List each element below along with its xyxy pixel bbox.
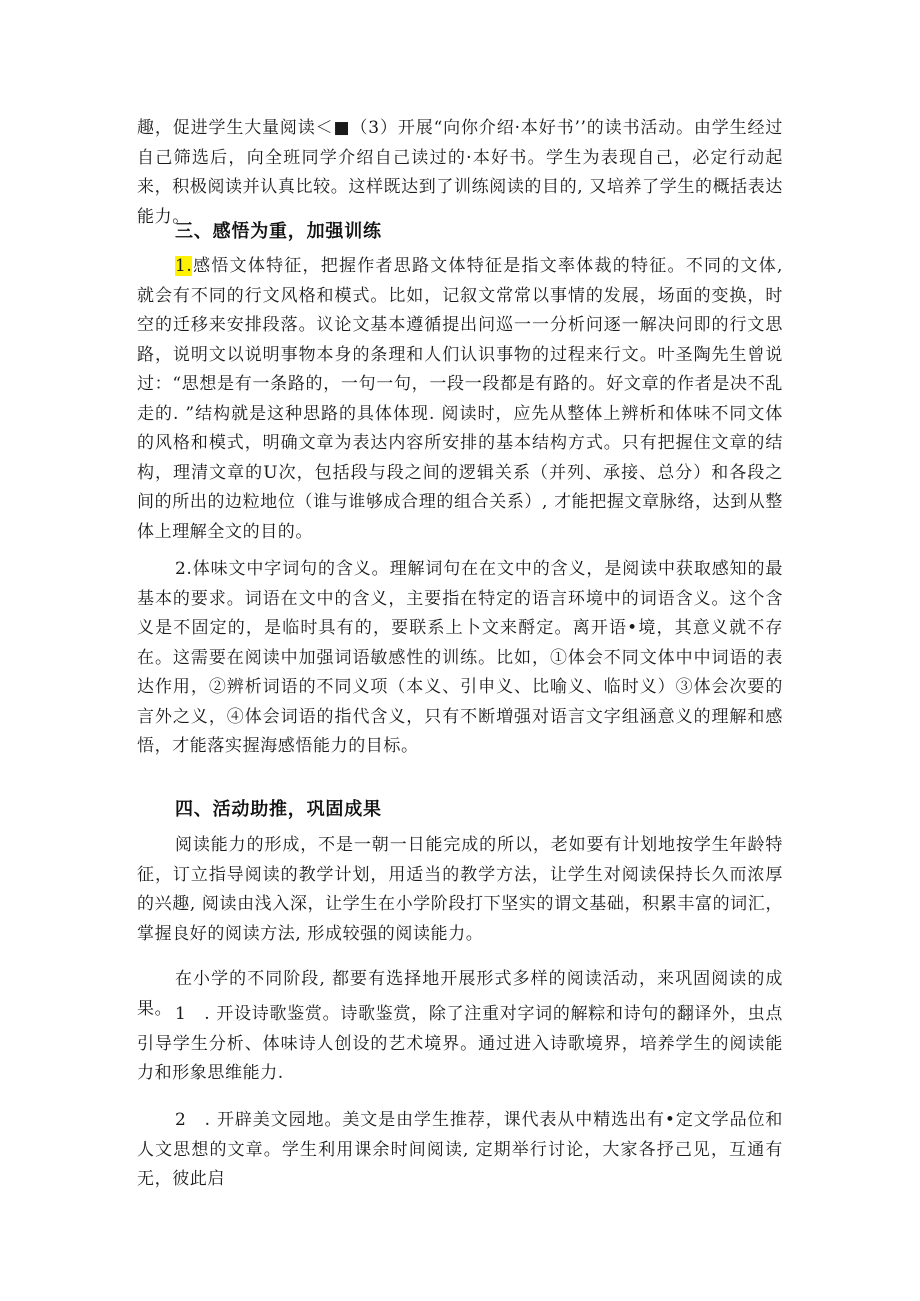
paragraph-essay-garden: 2 . 开辟美文园地。美文是由学生推荐，课代表从中精选出有•定文学品位和人文思想的文章。学生利用课余时间阅读, 定期举行讨论，大家各抒己见，互通有无，彼此启: [137, 1110, 783, 1189]
paragraph-reading-ability: 阅读能力的形成，不是一朝一日能完成的所以，老如要有计划地按学生年龄特征，订立指导阅读的教学计划，用适当的教学方法，让学生对阅读保持长久而浓厚的兴趣, 阅读由浅入深，让学生在小学阶段打下坚实的谓文基础，积累丰富的词汇，掌握良好的阅读方法, 形成较强的阅读能力。: [137, 835, 783, 944]
paragraph-poetry-appreciation: 1 . 开设诗歌鉴赏。诗歌鉴赏，除了注重对字词的解粽和诗句的翻译外，虫点引导学生分析、体味诗人创设的艺术境界。通过进入诗歌境界，培养学生的阅读能力和形象思维能力.: [137, 1004, 783, 1083]
section-heading-three: 三、感悟为重，加强训练: [175, 221, 382, 242]
paragraph-genre-features: [137, 252, 783, 547]
section-heading-four: 四、活动助推，巩固成果: [175, 799, 382, 820]
paragraph-word-meaning: 2.体味文中字词句的含义。理解词句在在文中的含义，是阅读中获取感知的最基本的要求。词语在文中的含义，主要指在特定的语言环境中的词语含义。这个含义是不固定的，是临时具有的，要联系上卜文来酹定。离开语•境，其意义就不存在。这需要在阅读中加强词语敏感性的训练。比如，①体会不同文体中中词语的表达作用，②辨析词语的不同义项（本义、引申义、比喻义、临时义）③体会次要的言外之义，④体会词语的指代含义，只有不断増强对语言文字组涵意义的理解和感悟，才能落实握海感悟能力的目标。: [137, 559, 783, 756]
highlighted-list-number: 1.: [175, 256, 193, 276]
paragraph-reading-activity: 趣，促进学生大量阅读＜■（3）开展“向你介绍·本好书’’的读书活动。由学生经过自己筛选后，向全班同学介绍自己读过的·本好书。学生为表现自己，必定行动起来，积极阅读并认真比较。这样既达到了训练阅读的目的, 又培养了学生的概括表达能力。: [137, 118, 783, 227]
paragraph-reading-activities: 在小学的不同阶段, 都要有选择地开展形式多样的阅读活动，来巩固阅读的成果。: [137, 969, 783, 1019]
paragraph-genre-features-text: 感悟文体特征，把握作者思路文体特征是指文率体裁的特征。不同的文体, 就会有不同的行文风格和模式。比如，记叙文常常以事情的发展，场面的变换，时空的迁移来安排段落。议论文基本遵循提出问巡一一分析问逐一解决问即的行文思路，说明文以说明事物本身的条理和人们认识事物的过程来行文。叶圣陶先生曾说过：“思想是有一条路的，一句一句，一段一段都是有路的。好文章的作者是决不乱走的. ”结构就是这种思路的具体体现. 阅读时，应先从整体上辨析和体味不同文体的风格和模式，明确文章为表达内容所安排的基本结构方式。只有把握住文章的结构，理清文章的U次，包括段与段之间的逻辑关系（并列、承接、总分）和各段之间的所出的边粒地位（谁与谁够成合理的组合关系）, 才能把握文章脉络，达到从整体上理解全文的目的。: [137, 256, 783, 542]
